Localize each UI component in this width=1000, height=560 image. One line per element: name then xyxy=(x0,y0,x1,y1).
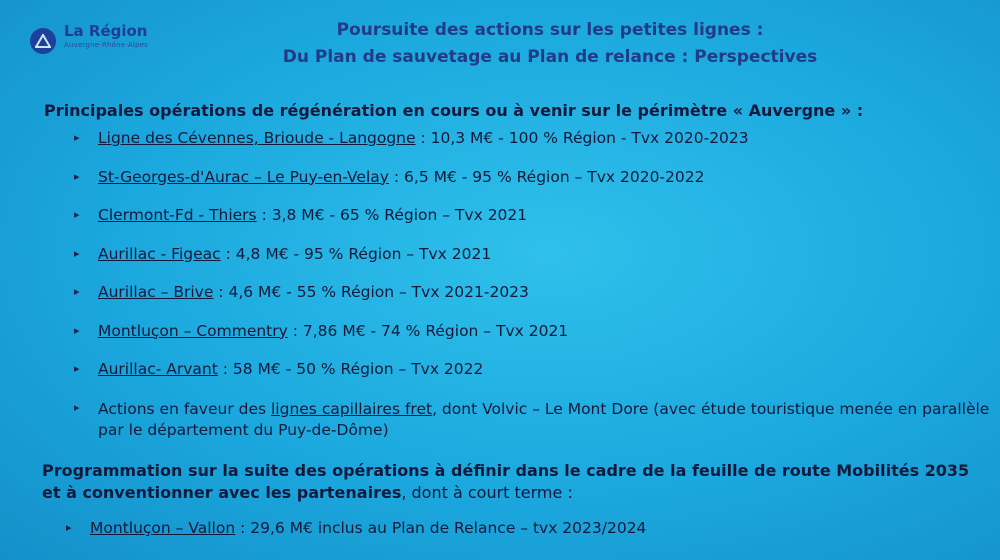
bullet-arrow-icon: ▸ xyxy=(74,285,80,298)
operation-line-name: Montluçon – Commentry xyxy=(98,321,288,340)
list-item xyxy=(72,206,992,245)
logo-name: La Région xyxy=(64,22,148,40)
slide-title-line2: Du Plan de sauvetage au Plan de relance : Perspectives xyxy=(282,47,818,67)
list-item xyxy=(72,245,992,284)
operation-line-name: Clermont-Fd - Thiers xyxy=(98,206,257,224)
bullet-arrow-icon: ▸ xyxy=(74,246,80,260)
operation-line-name: St-Georges-d'Aurac – Le Puy-en-Velay xyxy=(98,167,389,186)
programmation-heading-rest: , dont à court terme : xyxy=(401,483,573,503)
operation-detail: : 6,5 M€ - 95 % Région – Tvx 2020-2022 xyxy=(388,167,705,186)
operation-detail: : 29,6 M€ inclus au Plan de Relance – tvx 2023/2024 xyxy=(235,519,647,537)
bullet-arrow-icon: ▸ xyxy=(74,323,80,337)
list-item xyxy=(72,283,992,322)
list-item xyxy=(72,360,992,399)
operation-line-name: Aurillac- Arvant xyxy=(98,360,218,378)
logo-subtitle: Auvergne-Rhône-Alpes xyxy=(64,41,148,49)
operation-line-name: Montluçon – Vallon xyxy=(90,519,236,537)
bullet-arrow-icon: ▸ xyxy=(74,208,80,221)
section-heading-auvergne: Principales opérations de régénération en cours ou à venir sur le périmètre « Auvergne » : xyxy=(44,101,864,120)
operation-detail: : 3,8 M€ - 65 % Région – Tvx 2021 xyxy=(256,206,528,224)
operation-line-name: Ligne des Cévennes, Brioude - Langogne xyxy=(98,129,416,147)
section-heading-programmation xyxy=(42,460,987,505)
operation-detail: : 4,6 M€ - 55 % Région – Tvx 2021-2023 xyxy=(213,283,529,301)
bullet-arrow-icon: ▸ xyxy=(74,131,80,144)
actions-text-after: , dont Volvic – Le Mont Dore (avec étude touristique menée en parallèle par le département du Puy-de-Dôme) xyxy=(98,399,990,439)
bullet-arrow-icon: ▸ xyxy=(74,400,80,414)
operation-detail: : 10,3 M€ - 100 % Région - Tvx 2020-2023 xyxy=(415,129,749,147)
operation-line-name: Aurillac – Brive xyxy=(98,283,214,301)
operations-list xyxy=(72,129,992,441)
operation-line-name: Aurillac - Figeac xyxy=(98,244,221,263)
operation-detail: : 7,86 M€ - 74 % Région – Tvx 2021 xyxy=(287,321,569,340)
bullet-arrow-icon: ▸ xyxy=(74,362,80,375)
region-logo-icon xyxy=(30,28,56,54)
region-logo xyxy=(30,24,148,54)
list-item-actions-fret xyxy=(72,399,998,441)
list-item xyxy=(72,322,992,361)
list-item xyxy=(72,129,992,168)
operation-detail: : 4,8 M€ - 95 % Région – Tvx 2021 xyxy=(220,244,492,263)
operation-detail: : 58 M€ - 50 % Région – Tvx 2022 xyxy=(217,360,484,378)
actions-text-before: Actions en faveur des xyxy=(98,399,271,418)
slide-title-line1: Poursuite des actions sur les petites lignes : xyxy=(336,20,764,40)
bullet-arrow-icon: ▸ xyxy=(66,521,72,534)
programmation-heading-bold: Programmation sur la suite des opérations à définir dans le cadre de la feuille de route Mobilités 2035 et à conventionner avec les partenaires xyxy=(42,461,970,503)
list-item-next-operation xyxy=(64,519,646,537)
bullet-arrow-icon: ▸ xyxy=(74,169,80,183)
actions-link-text: lignes capillaires fret xyxy=(271,399,433,418)
list-item xyxy=(72,168,992,207)
